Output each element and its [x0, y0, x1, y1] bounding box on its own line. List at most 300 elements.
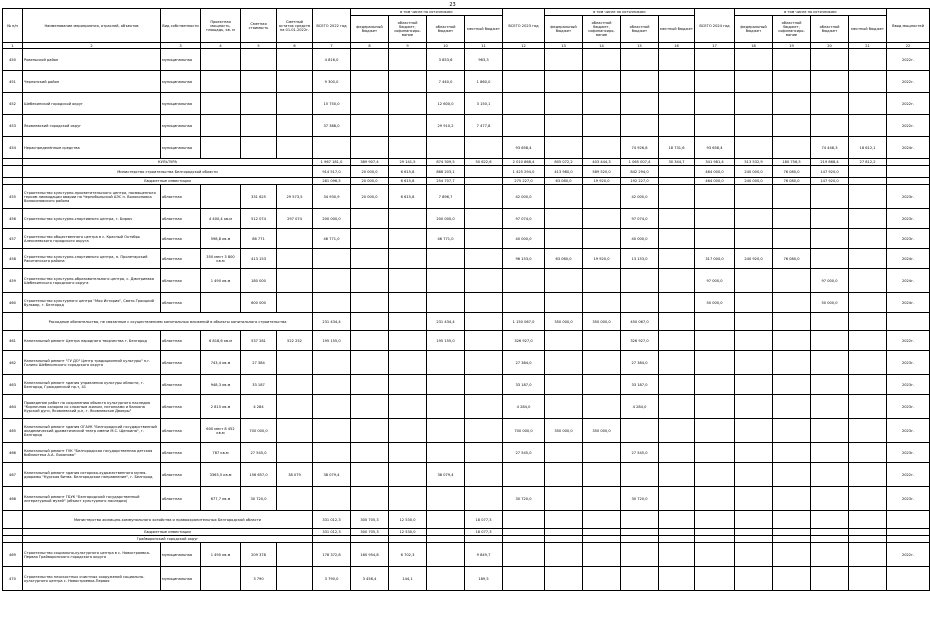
row-number: 452: [3, 93, 23, 115]
row-value: [465, 137, 503, 159]
row-capacity: 1 490 кв.м: [201, 269, 241, 293]
column-number: 20: [811, 43, 849, 49]
row-value: [695, 443, 735, 463]
subtotal-value: 147 920,0: [811, 166, 849, 178]
row-commission-year: [887, 536, 930, 543]
row-cost: 180 000: [241, 269, 277, 293]
row-value: 30 720,0: [621, 487, 659, 511]
row-value: [389, 71, 427, 93]
row-name: Строительство культурно-образовательного центра, с. Дмитриевка Шебекинского городского округа: [23, 269, 161, 293]
row-value: [503, 543, 545, 567]
row-value: [351, 487, 389, 511]
subtotal-value: 1 065 007,4: [621, 159, 659, 166]
row-value: [545, 487, 583, 511]
header-regional: областной бюджет: [621, 16, 659, 43]
row-value: [849, 93, 887, 115]
row-value: 97 000,0: [811, 269, 849, 293]
subtotal-value: 192 227,0: [621, 178, 659, 185]
row-cost: 86 771: [241, 229, 277, 249]
row-number: 468: [3, 487, 23, 511]
row-value: [811, 229, 849, 249]
subtotal-value: 805 072,2: [545, 159, 583, 166]
subtotal-row: [3, 178, 930, 185]
row-value: [389, 443, 427, 463]
row-value: [811, 93, 849, 115]
row-cost: 4 284: [241, 395, 277, 419]
row-value: [659, 543, 695, 567]
row-commission-year: [887, 567, 930, 591]
row-value: [735, 269, 773, 293]
row-number: 465: [3, 419, 23, 443]
row-value: 317 000,0: [695, 249, 735, 269]
row-value: [427, 375, 465, 395]
row-value: [427, 351, 465, 375]
row-remaining: [277, 115, 313, 137]
subtotal-value: [773, 313, 811, 331]
row-number: 457: [3, 229, 23, 249]
row-number: 453: [3, 115, 23, 137]
row-value: [427, 395, 465, 419]
row-capacity: 350 мест 3 800 кв.м: [201, 249, 241, 269]
header-regional-cofin: областной бюджет, софинансиро-вание: [583, 16, 621, 43]
row-value: [313, 487, 351, 511]
subtotal-value: [849, 313, 887, 331]
column-number: 17: [695, 43, 735, 49]
row-value: [313, 293, 351, 313]
row-name: Капитальный ремонт ГБУК "Белгородский государственный литературный музей" (объект культурного наследия): [23, 487, 161, 511]
row-remaining: [277, 269, 313, 293]
row-value: [621, 463, 659, 487]
row-value: [351, 293, 389, 313]
row-value: 4 284,0: [503, 395, 545, 419]
column-number: 14: [583, 43, 621, 49]
row-value: [351, 49, 389, 71]
row-number: 462: [3, 351, 23, 375]
subtotal-value: 341 981,4: [695, 159, 735, 166]
subtotal-value: 76 080,0: [773, 166, 811, 178]
row-type: областная: [161, 209, 201, 229]
column-number: 12: [503, 43, 545, 49]
row-cost: 537 281: [241, 331, 277, 351]
subtotal-value: 300 705,3: [351, 529, 389, 536]
row-value: [545, 331, 583, 351]
row-value: [351, 71, 389, 93]
subtotal-value: 275 227,0: [503, 178, 545, 185]
row-value: 15 750,0: [313, 93, 351, 115]
row-number: [3, 166, 23, 178]
subtotal-row: [3, 536, 930, 543]
row-value: [849, 487, 887, 511]
row-value: [351, 331, 389, 351]
row-type: муниципальная: [161, 567, 201, 591]
header-local: местный бюджет: [465, 16, 503, 43]
row-value: [351, 443, 389, 463]
row-value: [659, 209, 695, 229]
row-value: [465, 229, 503, 249]
row-value: [465, 331, 503, 351]
row-cost: [241, 137, 277, 159]
subtotal-value: [545, 529, 583, 536]
row-value: [583, 351, 621, 375]
row-value: [351, 209, 389, 229]
row-value: [811, 463, 849, 487]
row-value: 96 153,0: [503, 249, 545, 269]
row-value: [695, 351, 735, 375]
subtotal-value: 20 000,0: [351, 178, 389, 185]
row-capacity: [201, 115, 241, 137]
row-value: 27 384,0: [621, 351, 659, 375]
row-value: [849, 567, 887, 591]
subtotal-value: [465, 536, 503, 543]
row-capacity: [201, 93, 241, 115]
subtotal-value: [621, 536, 659, 543]
row-value: 240 920,0: [735, 249, 773, 269]
subtotal-value: [811, 536, 849, 543]
row-commission-year: 2022г.: [887, 331, 930, 351]
subtotal-label: Министерство строительства Белгородской области: [23, 166, 313, 178]
subtotal-value: [849, 511, 887, 529]
row-value: [735, 209, 773, 229]
row-commission-year: 2022г.: [887, 463, 930, 487]
row-value: [659, 249, 695, 269]
row-value: [659, 229, 695, 249]
row-commission-year: 2023г.: [887, 351, 930, 375]
row-value: [389, 395, 427, 419]
row-value: [735, 487, 773, 511]
row-remaining: 29 573,5: [277, 185, 313, 209]
row-value: [849, 49, 887, 71]
row-value: [313, 419, 351, 443]
row-commission-year: 2023г.: [887, 185, 930, 209]
row-remaining: 522 252: [277, 331, 313, 351]
subtotal-value: 450 067,0: [621, 313, 659, 331]
row-value: 40 000,0: [503, 229, 545, 249]
row-value: [773, 293, 811, 313]
row-value: [389, 487, 427, 511]
row-commission-year: 2022г.: [887, 49, 930, 71]
row-value: [313, 249, 351, 269]
header-num: № п/п: [3, 9, 23, 43]
header-local: местный бюджет: [849, 16, 887, 43]
row-value: 195 155,0: [313, 331, 351, 351]
row-number: [3, 536, 23, 543]
row-value: [849, 209, 887, 229]
row-value: [659, 49, 695, 71]
row-value: [621, 71, 659, 93]
row-name: Строительство культурного центра "Моя История", Свято-Троицкий бульвар, г. Белгород: [23, 293, 161, 313]
row-value: [773, 395, 811, 419]
row-name: Яковлевский городской округ: [23, 115, 161, 137]
row-type: муниципальная: [161, 543, 201, 567]
row-value: [695, 93, 735, 115]
subtotal-value: [773, 511, 811, 529]
row-value: [503, 293, 545, 313]
row-value: 33 187,0: [503, 375, 545, 395]
column-number: 6: [277, 43, 313, 49]
row-type: областная: [161, 269, 201, 293]
subtotal-value: 874 309,5: [427, 159, 465, 166]
row-value: [735, 331, 773, 351]
row-value: [773, 375, 811, 395]
row-value: 18 612,1: [849, 137, 887, 159]
row-value: [773, 443, 811, 463]
subtotal-value: [659, 529, 695, 536]
row-commission-year: 2024г.: [887, 137, 930, 159]
row-value: 97 000,0: [695, 269, 735, 293]
row-number: 454: [3, 137, 23, 159]
row-value: [583, 395, 621, 419]
subtotal-value: 300 705,3: [351, 511, 389, 529]
subtotal-value: 76 080,0: [773, 178, 811, 185]
row-value: [811, 419, 849, 443]
row-value: [811, 115, 849, 137]
row-value: [659, 419, 695, 443]
header-local: местный бюджет: [659, 16, 695, 43]
row-value: [313, 395, 351, 419]
subtotal-value: 29 141,5: [389, 159, 427, 166]
subtotal-value: [465, 166, 503, 178]
row-value: [621, 93, 659, 115]
row-name: Строительство культурно-спортивного центра, г. Бирюч: [23, 209, 161, 229]
row-value: [659, 567, 695, 591]
row-cost: 512 074: [241, 209, 277, 229]
row-value: 6 702,3: [389, 543, 427, 567]
row-value: 160 954,8: [351, 543, 389, 567]
row-value: [503, 49, 545, 71]
row-value: [659, 115, 695, 137]
row-value: 93 658,4: [503, 137, 545, 159]
subtotal-value: 1 150 067,0: [503, 313, 545, 331]
subtotal-value: [659, 313, 695, 331]
row-type: муниципальная: [161, 93, 201, 115]
row-value: 27 545,0: [503, 443, 545, 463]
subtotal-value: [545, 536, 583, 543]
row-commission-year: 2023г.: [887, 443, 930, 463]
row-value: 3 790,0: [313, 567, 351, 591]
subtotal-value: 413 980,0: [545, 166, 583, 178]
row-commission-year: [887, 159, 930, 166]
row-commission-year: 2024г.: [887, 293, 930, 313]
row-value: [695, 463, 735, 487]
subtotal-value: 240 000,0: [735, 166, 773, 178]
row-value: [811, 567, 849, 591]
row-value: [545, 543, 583, 567]
column-number: 18: [735, 43, 773, 49]
table-row: [3, 229, 930, 249]
row-remaining: [277, 71, 313, 93]
row-value: [545, 93, 583, 115]
row-cost: 700 000,0: [241, 419, 277, 443]
row-remaining: [277, 395, 313, 419]
row-value: [503, 269, 545, 293]
subtotal-value: [659, 178, 695, 185]
row-value: [811, 209, 849, 229]
row-value: [659, 331, 695, 351]
row-value: [583, 543, 621, 567]
row-commission-year: [887, 511, 930, 529]
column-number: 4: [201, 43, 241, 49]
row-type: областная: [161, 293, 201, 313]
subtotal-value: [313, 536, 351, 543]
column-number: 16: [659, 43, 695, 49]
row-value: [545, 229, 583, 249]
header-remaining: Сметный остаток средств на 01.01.2022г.: [277, 9, 313, 43]
row-type: областная: [161, 375, 201, 395]
row-cost: 209 378: [241, 543, 277, 567]
row-number: 450: [3, 49, 23, 71]
row-value: [427, 567, 465, 591]
row-number: [3, 313, 23, 331]
row-value: 34 930,9: [313, 185, 351, 209]
row-value: [695, 487, 735, 511]
subtotal-row: [3, 511, 930, 529]
table-row: [3, 567, 930, 591]
row-value: [735, 293, 773, 313]
row-value: 50 000,0: [695, 293, 735, 313]
row-number: [3, 159, 23, 166]
row-capacity: [201, 49, 241, 71]
header-federal: федеральный бюджет: [351, 16, 389, 43]
row-value: [735, 137, 773, 159]
row-value: 27 545,0: [621, 443, 659, 463]
header-federal: федеральный бюджет: [735, 16, 773, 43]
table-row: [3, 443, 930, 463]
row-value: [811, 443, 849, 463]
subtotal-label: КУЛЬТУРА: [23, 159, 313, 166]
header-regional-cofin: областной бюджет, софинансиро-вание: [389, 16, 427, 43]
row-value: [735, 351, 773, 375]
subtotal-value: [849, 529, 887, 536]
row-type: областная: [161, 443, 201, 463]
row-type: областная: [161, 249, 201, 269]
row-number: 470: [3, 567, 23, 591]
row-commission-year: 2023г.: [887, 375, 930, 395]
subtotal-row: [3, 529, 930, 536]
subtotal-value: [465, 313, 503, 331]
row-value: [313, 137, 351, 159]
row-value: [849, 229, 887, 249]
row-value: 63 080,0: [545, 249, 583, 269]
row-value: [773, 185, 811, 209]
subtotal-value: [659, 166, 695, 178]
subtotal-value: [659, 511, 695, 529]
header-regional: областной бюджет: [811, 16, 849, 43]
subtotal-value: [427, 536, 465, 543]
row-value: 3 150,1: [465, 93, 503, 115]
table-row: [3, 351, 930, 375]
row-value: [849, 331, 887, 351]
row-remaining: [277, 229, 313, 249]
row-value: [849, 185, 887, 209]
row-value: [351, 93, 389, 115]
row-value: [583, 567, 621, 591]
row-cost: [241, 71, 277, 93]
row-commission-year: [887, 529, 930, 536]
row-number: 461: [3, 331, 23, 351]
row-value: [351, 269, 389, 293]
subtotal-value: [849, 178, 887, 185]
row-name: Строительство социально-культурного центра в с. Новостроевка-Первая Грайворонского городского округа: [23, 543, 161, 567]
row-value: 33 187,0: [621, 375, 659, 395]
row-value: [583, 209, 621, 229]
row-capacity: 3363,5 кв.м: [201, 463, 241, 487]
subtotal-value: 12 530,0: [389, 529, 427, 536]
row-value: 12 600,0: [427, 93, 465, 115]
row-name: Капитальный ремонт здания управления культуры области, г. Белгород, Гражданский пр-т, 41: [23, 375, 161, 395]
row-value: [583, 137, 621, 159]
row-value: [773, 115, 811, 137]
row-value: 74 448,3: [811, 137, 849, 159]
subtotal-value: [583, 511, 621, 529]
row-value: [811, 49, 849, 71]
row-type: муниципальная: [161, 137, 201, 159]
row-value: [389, 375, 427, 395]
row-value: [659, 93, 695, 115]
row-value: [313, 351, 351, 375]
row-value: [849, 443, 887, 463]
table-row: [3, 419, 930, 443]
row-value: [465, 487, 503, 511]
row-type: областная: [161, 395, 201, 419]
subtotal-label: Грайворонский городской округ: [23, 536, 313, 543]
row-value: 38 079,4: [313, 463, 351, 487]
row-value: [465, 463, 503, 487]
row-value: [583, 269, 621, 293]
row-value: [695, 115, 735, 137]
row-value: [389, 463, 427, 487]
subtotal-value: 350 000,0: [545, 313, 583, 331]
row-value: 29 910,2: [427, 115, 465, 137]
row-name: Проведение работ по сохранению объекта культурного наследия "Кирпичная казарма со сложным жилым, потолками и балкона Курской дуги, Яковлевский р-н, г. Яковлевское Двоеры": [23, 395, 161, 419]
row-value: [545, 185, 583, 209]
header-regional-cofin: областной бюджет, софинансиро-вание: [773, 16, 811, 43]
row-value: 19 920,0: [583, 249, 621, 269]
row-value: 144,1: [389, 567, 427, 591]
row-name: Строительство культурно-просветительского центра, посвященного героям ликвидации аварии на Чернобыльской АЭС п. Волоконовка Волоконовского района: [23, 185, 161, 209]
subtotal-value: 19 920,0: [583, 178, 621, 185]
row-number: 460: [3, 293, 23, 313]
row-name: Капитальный ремонт здания историко-художественного музея-диорамы "Курская битва. Белгородское направление", г. Белгород: [23, 463, 161, 487]
row-remaining: [277, 137, 313, 159]
row-capacity: 4 400,4 кв.м: [201, 209, 241, 229]
row-value: [389, 115, 427, 137]
row-cost: [241, 115, 277, 137]
row-commission-year: [887, 178, 930, 185]
row-value: [545, 375, 583, 395]
row-number: 469: [3, 543, 23, 567]
row-remaining: 38 079: [277, 463, 313, 487]
row-value: [351, 419, 389, 443]
row-value: [773, 487, 811, 511]
subtotal-value: [811, 511, 849, 529]
row-value: [849, 543, 887, 567]
row-name: Шебекинский городской округ: [23, 93, 161, 115]
subtotal-value: [849, 536, 887, 543]
row-number: [3, 511, 23, 529]
row-value: [545, 443, 583, 463]
subtotal-value: [695, 529, 735, 536]
subtotal-value: 12 530,0: [389, 511, 427, 529]
column-number: 5: [241, 43, 277, 49]
row-commission-year: [887, 313, 930, 331]
subtotal-value: [695, 313, 735, 331]
row-value: 76 080,0: [773, 249, 811, 269]
row-name: Чернянский район: [23, 71, 161, 93]
row-value: [389, 137, 427, 159]
row-remaining: [277, 375, 313, 395]
row-capacity: [201, 71, 241, 93]
row-value: [351, 395, 389, 419]
